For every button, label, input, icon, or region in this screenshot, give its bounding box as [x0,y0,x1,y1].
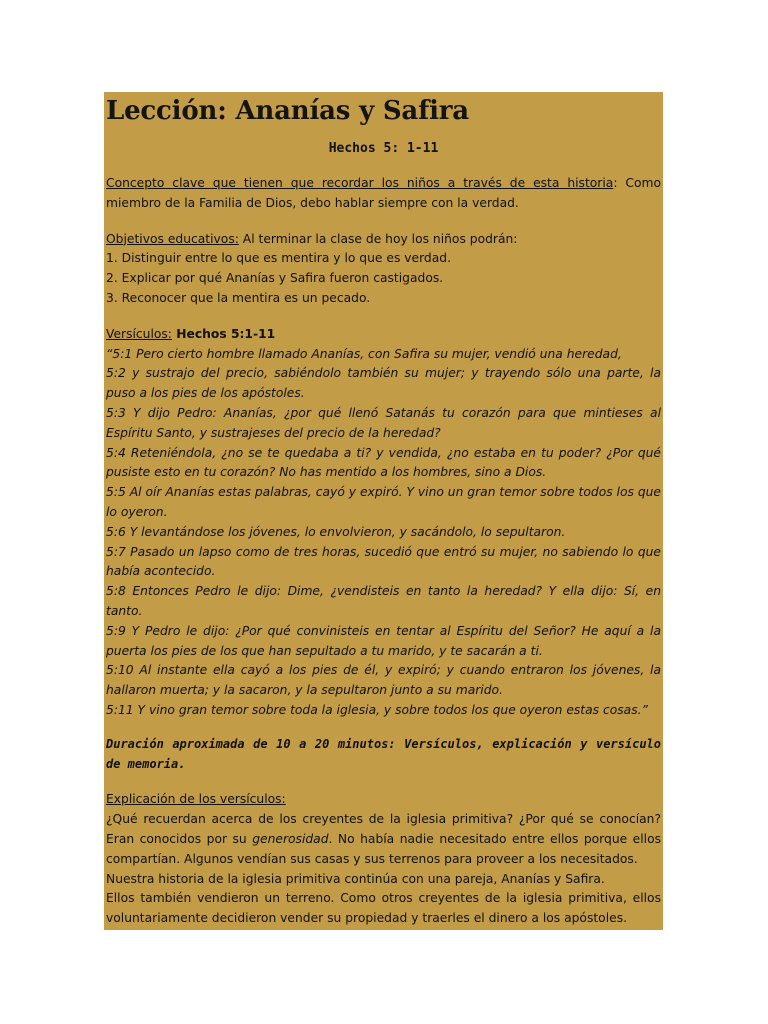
objective-item: 3. Reconocer que la mentira es un pecado. [106,290,371,305]
verse-line: 5:9 Y Pedro le dijo: ¿Por qué convinisteis en tentar al Espíritu del Señor? He aquí a la puerta los pies de los que han sepultado a tu marido, y te sacarán a ti. [106,623,661,658]
verse-line: “5:1 Pero cierto hombre llamado Ananías, con Safira su mujer, vendió una heredad, [106,346,622,361]
verse-line: 5:6 Y levantándose los jóvenes, lo envolvieron, y sacándolo, lo sepultaron. [106,524,566,539]
verse-line: 5:8 Entonces Pedro le dijo: Dime, ¿vendisteis en tanto la heredad? Y ella dijo: Sí, en tanto. [106,584,661,618]
lesson-page [104,92,663,930]
explanation-emphasis: generosidad [252,831,329,846]
explanation-section [106,790,661,929]
verse-line: 5:10 Al instante ella cayó a los pies de él, y expiró; y cuando entraron los jóvenes, la hallaron muerta; y la sacaron, y la sepultaron junto a su marido. [106,663,661,698]
key-concept-label: Concepto clave que tienen que recordar los niños a través de esta historia [106,176,614,190]
verses-reference: Hechos 5:1-11 [171,326,276,341]
scripture-reference: Hechos 5: 1-11 [328,141,439,156]
duration-note: Duración aproximada de 10 a 20 minutos: Versículos, explicación y versículo de memoria. [106,736,661,771]
explanation-paragraph [106,810,661,869]
objective-item: 2. Explicar por qué Ananías y Safira fueron castigados. [106,271,444,286]
explanation-text: ¿Qué recuerdan acerca de los creyentes de la iglesia primitiva? ¿Por qué se conocían? Eran conocidos por su [106,812,661,846]
explanation-paragraph: Ellos también vendieron un terreno. Como otros creyentes de la iglesia primitiva, ellos voluntariamente decidieron vender su propiedad y traerles el dinero a los apóstoles. [106,891,661,926]
page-title: Lección: Ananías y Safira [106,96,469,126]
verse-line: 5:4 Reteniéndola, ¿no se te quedaba a ti? y vendida, ¿no estaba en tu poder? ¿Por qué pusiste esto en tu corazón? No has mentido a los hombres, sino a Dios. [106,445,661,480]
explanation-paragraph: Nuestra historia de la iglesia primitiva continúa con una pareja, Ananías y Safira. [106,871,605,886]
verse-line: 5:7 Pasado un lapso como de tres horas, sucedió que entró su mujer, no sabiendo lo que había acontecido. [106,544,661,579]
verse-line: 5:3 Y dijo Pedro: Ananías, ¿por qué llenó Satanás tu corazón para que mintieses al Espíritu Santo, y sustrajeses del precio de la heredad? [106,405,661,440]
objectives-intro: Al terminar la clase de hoy los niños podrán: [238,231,518,246]
verse-line: 5:2 y sustrajo del precio, sabiéndolo también su mujer; y trayendo sólo una parte, la puso a los pies de los apóstoles. [106,366,661,401]
objectives-section [106,230,661,309]
key-concept-text: : Como miembro de la Familia de Dios, debo hablar siempre con la verdad. [106,176,661,210]
explanation-label: Explicación de los versículos: [106,792,286,807]
objective-item: 1. Distinguir entre lo que es mentira y lo que es verdad. [106,251,451,266]
key-concept [106,174,661,214]
verse-line: 5:11 Y vino gran temor sobre toda la iglesia, y sobre todos los que oyeron estas cosas.” [106,702,648,717]
objectives-label: Objetivos educativos: [106,231,239,246]
verses-section [106,325,661,721]
verse-line: 5:5 Al oír Ananías estas palabras, cayó y expiró. Y vino un gran temor sobre todos los que lo oyeron. [106,485,661,519]
explanation-text: . No había nadie necesitado entre ellos porque ellos compartían. Algunos vendían sus casas y sus terrenos para proveer a los necesitados. [106,831,662,866]
verses-label: Versículos: [106,326,172,341]
